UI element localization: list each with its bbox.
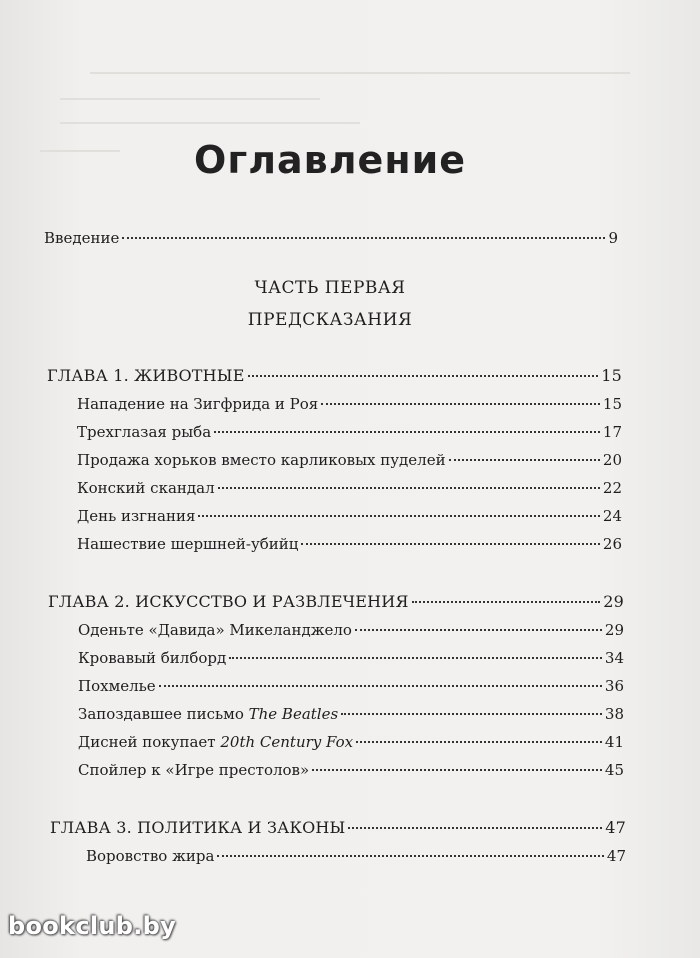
toc-entry-page: 15 (602, 395, 622, 413)
toc-chapter-label: ГЛАВА 1. ЖИВОТНЫЕ (47, 366, 245, 385)
leader-dots (348, 827, 602, 829)
toc-entry (78, 648, 624, 668)
toc-entry-page: 34 (604, 649, 624, 667)
toc-entry-label (78, 704, 338, 724)
toc-entry-page: 29 (604, 621, 624, 639)
leader-dots (229, 657, 602, 659)
leader-dots (122, 237, 605, 239)
leader-dots (218, 487, 600, 489)
toc-entry-label: Трехглазая рыба (77, 423, 212, 441)
toc-chapter-page: 29 (603, 592, 624, 611)
leader-dots (248, 375, 599, 377)
toc-entry-page: 38 (604, 705, 624, 723)
part-subheading (0, 310, 680, 330)
leader-dots (301, 543, 599, 545)
toc-entry (77, 422, 622, 442)
toc-entry (78, 760, 624, 780)
toc-entry-page: 9 (608, 229, 618, 247)
toc-entry-page: 47 (606, 847, 626, 865)
toc-entry-label: Нашествие шершней-убийц (77, 535, 299, 553)
page-title: Оглавление (194, 138, 466, 182)
toc-entry (77, 534, 622, 554)
leader-dots (356, 741, 602, 743)
leader-dots (321, 403, 600, 405)
toc-entry-page: 26 (602, 535, 622, 553)
toc-entry-page: 17 (602, 423, 622, 441)
toc-entry-label: Продажа хорьков вместо карликовых пуделей (77, 451, 446, 469)
toc-chapter-2 (48, 592, 624, 612)
leader-dots (159, 685, 602, 687)
toc-entry-label: День изгнания (77, 507, 196, 525)
toc-entry (78, 620, 624, 640)
leader-dots (217, 855, 603, 857)
leader-dots (355, 629, 602, 631)
toc-chapter-3 (50, 818, 626, 838)
bleed-through-line (60, 98, 320, 100)
bleed-through-line (60, 122, 360, 124)
site-watermark: bookclub.by (8, 912, 177, 940)
toc-entry-label-italic: The Beatles (248, 705, 339, 723)
toc-chapter-1 (47, 366, 622, 386)
toc-entry-page: 24 (602, 507, 622, 525)
toc-entry-page: 22 (602, 479, 622, 497)
toc-entry (77, 394, 622, 414)
toc-entry-label: Спойлер к «Игре престолов» (78, 761, 310, 779)
part-heading-line2: ПРЕДСКАЗАНИЯ (247, 310, 413, 330)
toc-entry (78, 676, 624, 696)
toc-entry (86, 846, 626, 866)
toc-entry-page: 36 (604, 677, 624, 695)
leader-dots (412, 601, 601, 603)
toc-entry-label: Введение (44, 229, 120, 247)
toc-entry-label: Нападение на Зигфрида и Роя (77, 395, 319, 413)
toc-entry-label: Кровавый билборд (78, 649, 227, 667)
toc-entry-label (78, 732, 353, 752)
toc-entry-label-text: Дисней покупает (78, 733, 221, 751)
leader-dots (449, 459, 600, 461)
leader-dots (341, 713, 602, 715)
toc-entry-label-text: Запоздавшее письмо (78, 705, 249, 723)
part-heading (0, 278, 680, 298)
toc-entry-page: 45 (604, 761, 624, 779)
toc-entry-label: Похмелье (78, 677, 156, 695)
toc-chapter-page: 15 (601, 366, 622, 385)
toc-entry-page: 20 (602, 451, 622, 469)
leader-dots (312, 769, 602, 771)
toc-entry-label: Оденьте «Давида» Микеланджело (78, 621, 352, 639)
leader-dots (214, 431, 600, 433)
toc-chapter-label: ГЛАВА 2. ИСКУССТВО И РАЗВЛЕЧЕНИЯ (48, 592, 409, 611)
toc-entry-label-italic: 20th Century Fox (220, 733, 354, 751)
toc-entry-intro (44, 228, 618, 248)
toc-entry (78, 732, 624, 752)
toc-chapter-page: 47 (605, 818, 626, 837)
toc-entry (77, 450, 622, 470)
toc-entry-page: 41 (604, 733, 624, 751)
toc-entry (78, 704, 624, 724)
toc-entry (77, 478, 622, 498)
part-heading-line1: ЧАСТЬ ПЕРВАЯ (254, 278, 406, 298)
toc-entry-label: Воровство жира (86, 847, 215, 865)
toc-entry (77, 506, 622, 526)
toc-entry-label: Конский скандал (77, 479, 215, 497)
toc-chapter-label: ГЛАВА 3. ПОЛИТИКА И ЗАКОНЫ (50, 818, 346, 837)
leader-dots (198, 515, 599, 517)
bleed-through-line (90, 72, 630, 74)
